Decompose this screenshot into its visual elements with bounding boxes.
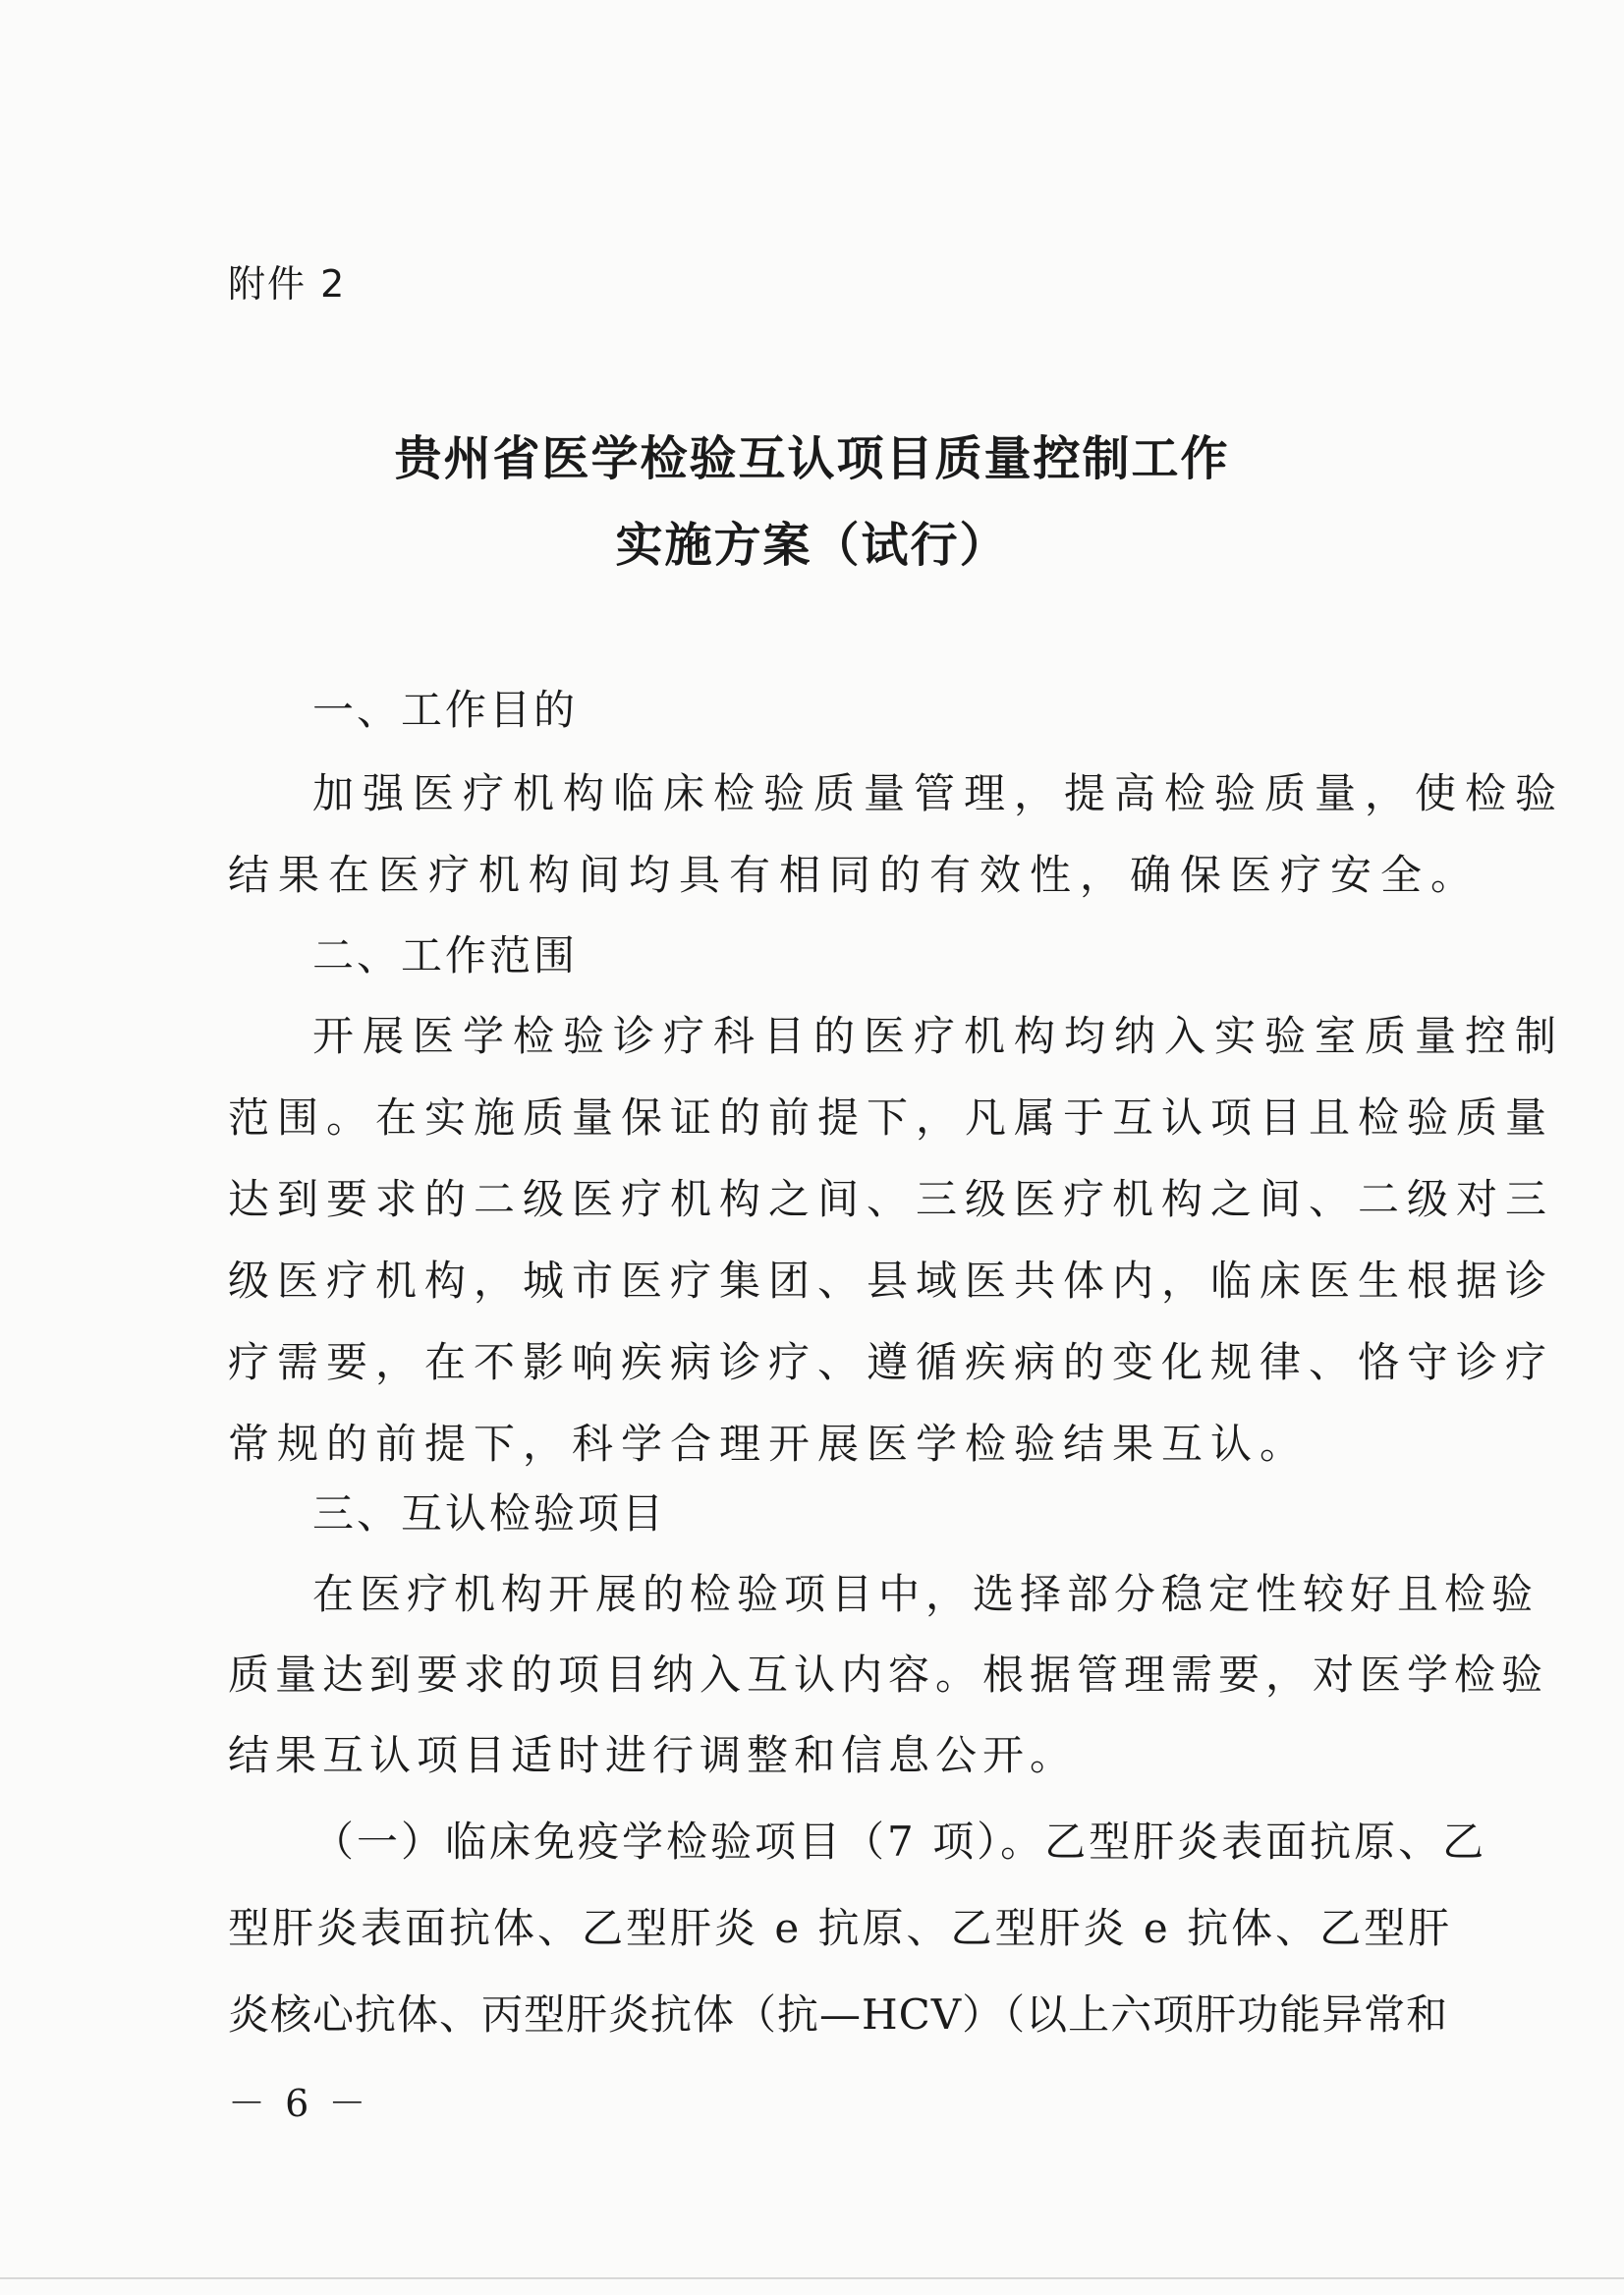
paragraph-line: 常规的前提下，科学合理开展医学检验结果互认。 <box>228 1420 1310 1468</box>
paragraph-line: 在医疗机构开展的检验项目中，选择部分稳定性较好且检验 <box>312 1570 1540 1618</box>
paragraph-line: 结果在医疗机构间均具有相同的有效性，确保医疗安全。 <box>228 851 1482 899</box>
paragraph-line: 加强医疗机构临床检验质量管理，提高检验质量，使检验 <box>312 769 1566 817</box>
section-heading-purpose: 一、工作目的 <box>312 686 579 734</box>
paragraph-line: 结果互认项目适时进行调整和信息公开。 <box>228 1731 1078 1779</box>
paragraph-line: 疗需要，在不影响疾病诊疗、遵循疾病的变化规律、恪守诊疗 <box>228 1338 1555 1386</box>
document-title-line-1: 贵州省医学检验互认项目质量控制工作 <box>394 431 1230 486</box>
paragraph-line: （一）临床免疫学检验项目（7 项）。乙型肝炎表面抗原、乙 <box>312 1818 1487 1866</box>
section-heading-scope: 二、工作范围 <box>312 931 579 980</box>
paragraph-line: 开展医学检验诊疗科目的医疗机构均纳入实验室质量控制 <box>312 1012 1566 1060</box>
paragraph-line: 级医疗机构，城市医疗集团、县域医共体内，临床医生根据诊 <box>228 1257 1555 1305</box>
paragraph-line: 达到要求的二级医疗机构之间、三级医疗机构之间、二级对三 <box>228 1175 1555 1223</box>
attachment-label: 附件 2 <box>228 262 347 306</box>
document-title-line-2: 实施方案（试行） <box>615 518 1009 573</box>
paragraph-line: 炎核心抗体、丙型肝炎抗体（抗—HCV）（以上六项肝功能异常和 <box>228 1990 1449 2039</box>
page-number: － 6 － <box>228 2082 370 2125</box>
paragraph-line: 型肝炎表面抗体、乙型肝炎 e 抗原、乙型肝炎 e 抗体、乙型肝 <box>228 1904 1453 1952</box>
paragraph-line: 质量达到要求的项目纳入互认内容。根据管理需要，对医学检验 <box>228 1651 1549 1699</box>
page-edge-divider <box>0 2277 1624 2279</box>
section-heading-mutual-recognition-items: 三、互认检验项目 <box>312 1489 667 1538</box>
paragraph-line: 范围。在实施质量保证的前提下，凡属于互认项目且检验质量 <box>228 1093 1555 1142</box>
